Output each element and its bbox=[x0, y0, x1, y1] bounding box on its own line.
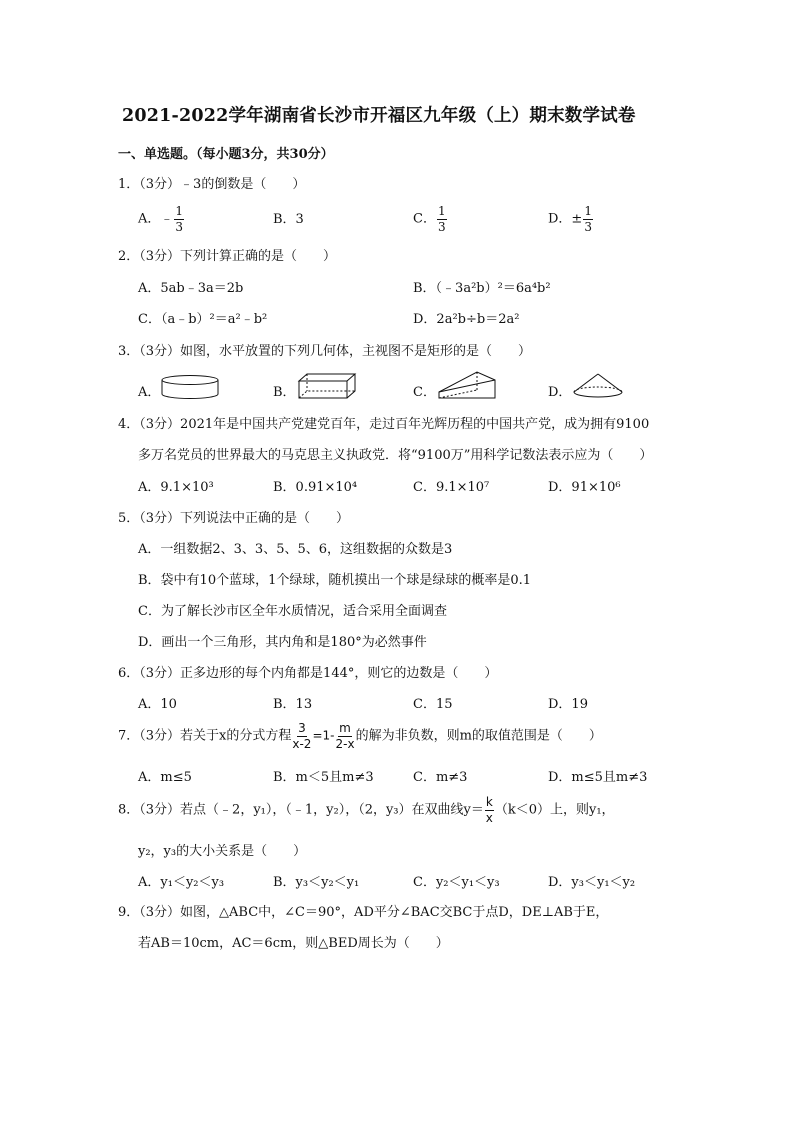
question-4-line-2: 多万名党员的世界最大的马克思主义执政党．将“9100万”用科学记数法表示应为（ ） bbox=[138, 448, 653, 463]
question-7-stem: 7．（3分）若关于x的分式方程 $\frac{3}{x-2}$ =1- $\frac{m}{2-x}$ 的解为非负数，则m的取值范围是（ ） bbox=[118, 721, 602, 751]
q7-option-c[interactable]: C．m≠3 bbox=[413, 770, 468, 785]
q7-option-d[interactable]: D．m≤5且m≠3 bbox=[548, 770, 648, 785]
q6-option-a[interactable]: A．10 bbox=[138, 697, 177, 712]
q2-option-d[interactable]: D．2a²b÷b＝2a² bbox=[413, 312, 520, 327]
q5-option-b[interactable]: B．袋中有10个蓝球，1个绿球，随机摸出一个球是绿球的概率是0.1 bbox=[138, 573, 532, 588]
cylinder-icon bbox=[160, 374, 220, 400]
question-9-line-1: 9．（3分）如图，△ABC中，∠C＝90°，AD平分∠BAC交BC于点D，DE⊥AB于E， bbox=[118, 905, 609, 920]
question-9-line-2: 若AB＝10cm，AC＝6cm，则△BED周长为（ ） bbox=[138, 936, 449, 951]
triangular-prism-icon bbox=[437, 370, 497, 400]
question-2-stem: 2．（3分）下列计算正确的是（ ） bbox=[118, 249, 337, 264]
fraction: $\frac{m}{2-x}$ bbox=[335, 721, 355, 751]
q3-option-b[interactable]: B． bbox=[273, 385, 296, 400]
q7-option-a[interactable]: A．m≤5 bbox=[138, 770, 192, 785]
q2-option-c[interactable]: C．（a﹣b）²＝a²﹣b² bbox=[138, 312, 268, 327]
q4-option-b[interactable]: B．0.91×10⁴ bbox=[273, 480, 358, 495]
section-heading: 一、单选题。（每小题3分，共30分） bbox=[118, 147, 334, 162]
q8-option-a[interactable]: A．y₁＜y₂＜y₃ bbox=[138, 875, 225, 890]
cone-icon bbox=[572, 372, 624, 400]
q4-option-c[interactable]: C．9.1×10⁷ bbox=[413, 480, 490, 495]
q4-option-a[interactable]: A．9.1×10³ bbox=[138, 480, 214, 495]
question-1-stem: 1．（3分）﹣3的倒数是（ ） bbox=[118, 177, 306, 192]
question-8-line-2: y₂，y₃的大小关系是（ ） bbox=[138, 844, 307, 859]
q5-option-a[interactable]: A．一组数据2、3、3、5、5、6，这组数据的众数是3 bbox=[138, 542, 453, 557]
q1-option-c[interactable]: C． $\frac{1}{3}$ bbox=[413, 204, 446, 234]
question-8-line-1: 8．（3分）若点（﹣2，y₁），（﹣1，y₂），（2，y₃）在双曲线y＝ $\frac{k}{x}$ （k＜0）上，则y₁， bbox=[118, 795, 615, 825]
fraction: $\frac{k}{x}$ bbox=[485, 795, 493, 825]
q4-option-d[interactable]: D．91×10⁶ bbox=[548, 480, 621, 495]
fraction: $\frac{3}{x-2}$ bbox=[292, 721, 312, 751]
q2-option-b[interactable]: B．（﹣3a²b）²＝6a⁴b² bbox=[413, 281, 551, 296]
q1-option-b[interactable]: B．3 bbox=[273, 212, 304, 227]
q1-option-d[interactable]: D．± $\frac{1}{3}$ bbox=[548, 204, 592, 234]
question-6-stem: 6．（3分）正多边形的每个内角都是144°，则它的边数是（ ） bbox=[118, 666, 498, 681]
q6-option-d[interactable]: D．19 bbox=[548, 697, 588, 712]
q1-option-a[interactable]: A．﹣ $\frac{1}{3}$ bbox=[138, 204, 184, 234]
q7-option-b[interactable]: B．m＜5且m≠3 bbox=[273, 770, 374, 785]
question-3-stem: 3．（3分）如图，水平放置的下列几何体，主视图不是矩形的是（ ） bbox=[118, 344, 532, 359]
question-4-line-1: 4．（3分）2021年是中国共产党建党百年，走过百年光辉历程的中国共产党，成为拥有9100 bbox=[118, 417, 650, 432]
question-5-stem: 5．（3分）下列说法中正确的是（ ） bbox=[118, 511, 350, 526]
q6-option-c[interactable]: C．15 bbox=[413, 697, 453, 712]
cuboid-icon bbox=[297, 372, 357, 400]
q8-option-d[interactable]: D．y₃＜y₁＜y₂ bbox=[548, 875, 636, 890]
fraction: $\frac{1}{3}$ bbox=[437, 204, 446, 234]
q3-option-c[interactable]: C． bbox=[413, 385, 436, 400]
fraction: $\frac{1}{3}$ bbox=[175, 204, 184, 234]
page-title: 2021-2022学年湖南省长沙市开福区九年级（上）期末数学试卷 bbox=[122, 106, 636, 126]
q6-option-b[interactable]: B．13 bbox=[273, 697, 313, 712]
q3-option-d[interactable]: D． bbox=[548, 385, 572, 400]
fraction: $\frac{1}{3}$ bbox=[584, 204, 592, 234]
q5-option-c[interactable]: C．为了解长沙市区全年水质情况，适合采用全面调查 bbox=[138, 604, 447, 619]
q8-option-c[interactable]: C．y₂＜y₁＜y₃ bbox=[413, 875, 500, 890]
q8-option-b[interactable]: B．y₃＜y₂＜y₁ bbox=[273, 875, 360, 890]
q5-option-d[interactable]: D．画出一个三角形，其内角和是180°为必然事件 bbox=[138, 635, 427, 650]
q3-option-a[interactable]: A． bbox=[138, 385, 161, 400]
q2-option-a[interactable]: A．5ab﹣3a＝2b bbox=[138, 281, 244, 296]
